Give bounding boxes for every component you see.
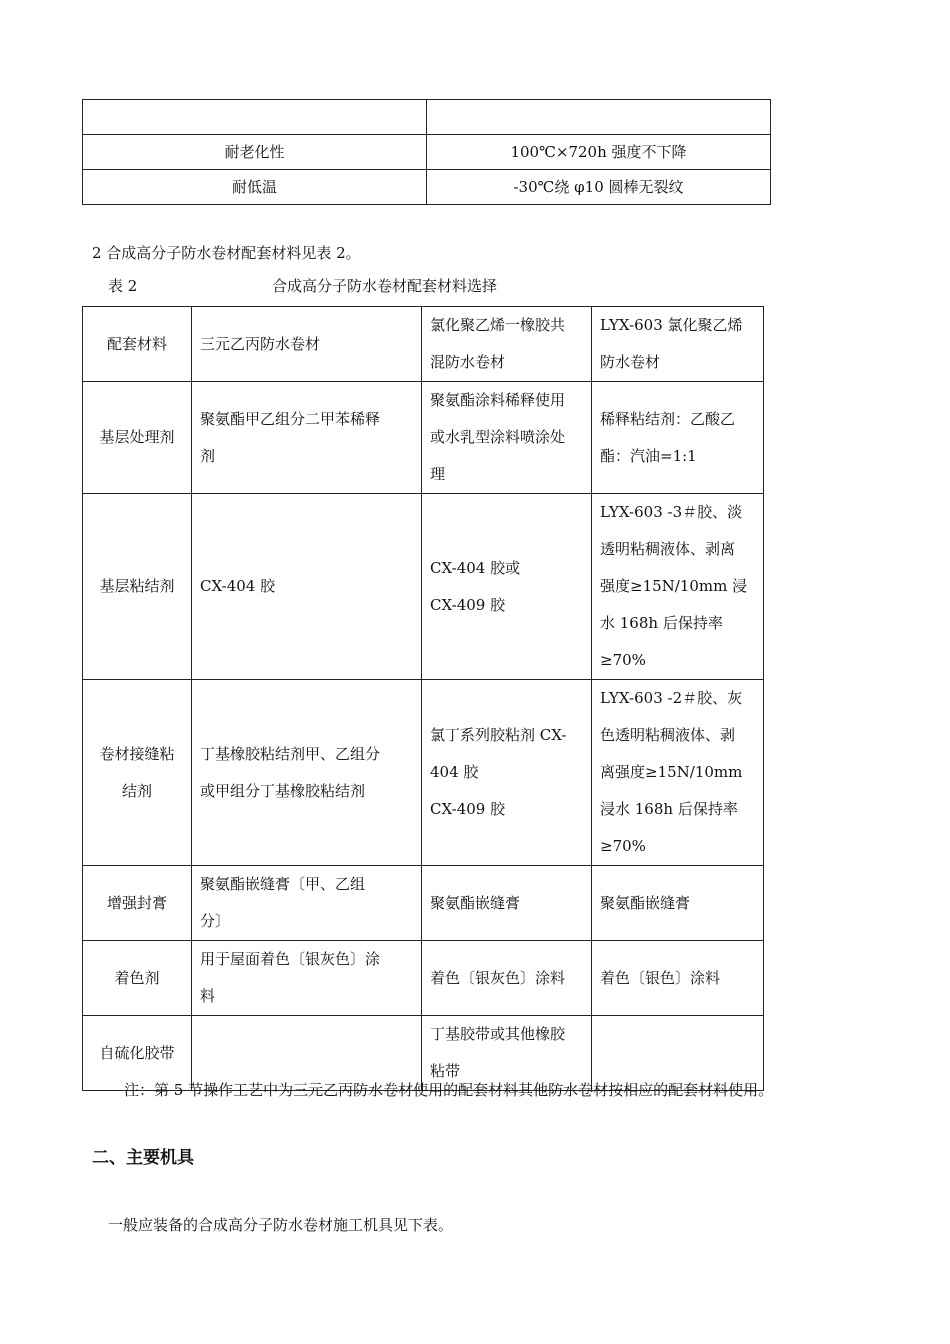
cell-line: 404 胶 (430, 763, 479, 781)
table-cell (422, 307, 592, 382)
cell-line: CX-404 胶 (200, 577, 276, 595)
cell-line: 着色剂 (114, 968, 160, 987)
table-cell (192, 382, 422, 494)
table-cell (422, 680, 592, 866)
cell-line: 结剂 (121, 781, 152, 800)
cell-line: 着色〔银灰色〕涂料 (430, 968, 566, 987)
table-row (83, 494, 764, 680)
table-cell (592, 866, 764, 941)
cell-line: LYX-603 -2＃胶、灰 (600, 689, 743, 707)
cell-line: 剂 (200, 446, 216, 465)
table-cell (83, 494, 192, 680)
table-row (83, 680, 764, 866)
table-cell (422, 866, 592, 941)
table-cell: 100℃×720h 强度不下降 (427, 135, 771, 170)
table-cell (422, 382, 592, 494)
table-title: 合成高分子防水卷材配套材料选择 (272, 277, 498, 295)
cell-line: ≥70% (600, 837, 646, 855)
cell-line: 自硫化胶带 (99, 1043, 175, 1062)
cell-line: 增强封膏 (106, 893, 167, 912)
table-cell: -30℃绕 φ10 圆棒无裂纹 (427, 170, 771, 205)
cell-line: 氯丁系列胶粘剂 CX- (430, 726, 567, 744)
table-cell: 耐老化性 (83, 135, 427, 170)
cell-line: 用于屋面着色〔银灰色〕涂 (200, 950, 381, 968)
cell-line: 丁基胶带或其他橡胶 (430, 1025, 566, 1043)
cell-line: 稀释粘结剂：乙酸乙 (600, 409, 736, 428)
table-cell (192, 680, 422, 866)
cell-line: 混防水卷材 (430, 353, 506, 371)
table-row (83, 170, 771, 205)
table-row (83, 100, 771, 135)
table-cell (592, 494, 764, 680)
cell-line: CX-404 胶或 (430, 558, 521, 577)
table-cell (83, 866, 192, 941)
cell-line: 理 (430, 465, 446, 483)
cell-line: 基层粘结剂 (99, 577, 175, 595)
cell-line: 分〕 (200, 912, 231, 930)
cell-line: 料 (200, 987, 216, 1005)
table-cell (83, 680, 192, 866)
table-cell: 耐低温 (83, 170, 427, 205)
cell-line: 浸水 168h 后保持率 (600, 800, 738, 818)
materials-table (82, 306, 764, 1091)
cell-line: 或甲组分丁基橡胶粘结剂 (200, 781, 366, 800)
cell-line: 离强度≥15N/10mm (600, 763, 743, 781)
table-cell (192, 307, 422, 382)
cell-line: 强度≥15N/10mm 浸 (600, 577, 748, 595)
cell-line: 色透明粘稠液体、剥 (600, 726, 736, 744)
table-cell (592, 307, 764, 382)
paragraph: 2 合成高分子防水卷材配套材料见表 2。 (92, 244, 361, 262)
table-cell (592, 680, 764, 866)
cell-line: CX-409 胶 (430, 595, 506, 614)
table-label: 表 2 (108, 277, 138, 295)
cell-line: 基层处理剂 (99, 428, 175, 446)
table-cell (592, 382, 764, 494)
table-cell (83, 100, 427, 135)
table-header-row (83, 307, 764, 382)
cell-line: LYX-603 氯化聚乙烯 (600, 316, 743, 334)
table-note: 注：第 5 节操作工艺中为三元乙丙防水卷材使用的配套材料其他防水卷材按相应的配套材料使用。 (124, 1081, 774, 1099)
cell-line: 卷材接缝粘 (99, 744, 175, 763)
cell-line: 聚氨酯甲乙组分二甲苯稀释 (200, 409, 381, 428)
cell-line: ≥70% (600, 651, 646, 669)
table-cell (592, 941, 764, 1016)
table-row (83, 135, 771, 170)
table-row (83, 941, 764, 1016)
property-table (82, 99, 771, 205)
cell-line: CX-409 胶 (430, 800, 506, 818)
table-cell (192, 941, 422, 1016)
cell-line: 聚氨酯嵌缝膏 (600, 893, 691, 912)
table-cell (192, 866, 422, 941)
table-cell (427, 100, 771, 135)
cell-line: 粘带 (430, 1062, 461, 1080)
cell-line: 配套材料 (106, 334, 167, 353)
cell-line: 丁基橡胶粘结剂甲、乙组分 (200, 744, 381, 763)
cell-line: 水 168h 后保持率 (600, 614, 723, 632)
cell-line: 聚氨酯嵌缝膏〔甲、乙组 (200, 875, 366, 893)
section-heading: 二、主要机具 (92, 1148, 194, 1168)
cell-line: 着色〔银色〕涂料 (600, 968, 721, 987)
cell-line: 透明粘稠液体、剥离 (600, 540, 736, 558)
paragraph: 一般应装备的合成高分子防水卷材施工机具见下表。 (108, 1216, 454, 1234)
cell-line: LYX-603 -3＃胶、淡 (600, 503, 743, 521)
table-row (83, 382, 764, 494)
table-cell (422, 941, 592, 1016)
cell-line: 氯化聚乙烯一橡胶共 (430, 316, 566, 334)
table-cell (192, 494, 422, 680)
table-cell (83, 941, 192, 1016)
cell-line: 聚氨酯涂料稀释使用 (430, 391, 566, 409)
cell-line: 聚氨酯嵌缝膏 (430, 893, 521, 912)
cell-line: 三元乙丙防水卷材 (200, 334, 321, 353)
cell-line: 酯：汽油=1:1 (600, 446, 697, 465)
table-row (83, 866, 764, 941)
cell-line: 或水乳型涂料喷涂处 (430, 428, 566, 446)
table-cell (83, 307, 192, 382)
table-cell (83, 382, 192, 494)
table-cell (422, 494, 592, 680)
cell-line: 防水卷材 (600, 353, 661, 371)
